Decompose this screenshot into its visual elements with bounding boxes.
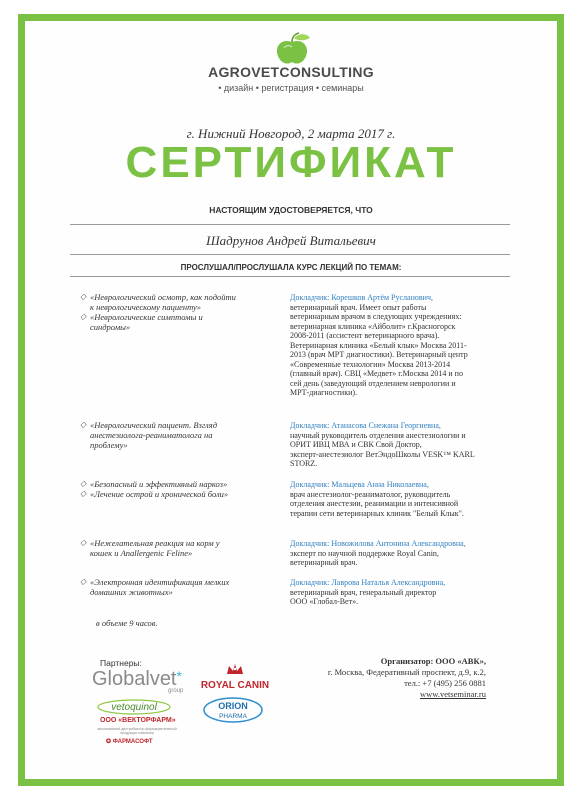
topic-line: проблему» — [90, 440, 128, 450]
orion-pharma-logo — [202, 696, 264, 724]
topic-line: «Электронная идентификация мелких — [90, 577, 230, 587]
speaker-info-line: отделения анестезии, реанимации и интенсивной — [290, 499, 459, 508]
lecture-speaker — [290, 421, 490, 469]
speaker-info-line: 2008-2011 (ассистент ветеринарного врача). — [290, 331, 440, 340]
diamond-bullet-icon: ◇ — [80, 479, 87, 488]
speaker-info-line: ветеринарный врач, генеральный директор — [290, 587, 437, 597]
farmasoft-icon: ✪ — [106, 739, 113, 745]
vektorfarm-subtitle: эксклюзивный дистрибьютор фармацевтической продукции компании — [97, 727, 177, 735]
speaker-info-line: «Современные технологии» Москва 2013-2014 — [290, 359, 451, 369]
topic-line: домашних животных» — [90, 587, 173, 597]
lecture-speaker — [290, 539, 490, 568]
diamond-bullet-icon: ◇ — [80, 312, 87, 321]
speaker-info-line: МРТ-диагностики). — [290, 388, 358, 397]
divider — [70, 224, 510, 225]
speaker-info-line: STORZ. — [290, 459, 318, 468]
brand-tagline: • дизайн • регистрация • семинары — [218, 83, 364, 93]
speaker-info-line: (главный врач). СВЦ «Медвет» г.Москва 2014 и по — [290, 369, 463, 378]
certify-text: НАСТОЯЩИМ УДОСТОВЕРЯЕТСЯ, ЧТО — [209, 205, 373, 215]
speaker-info-line: ветеринарная клиника «Айболит» г.Красногорск — [290, 321, 456, 331]
divider — [70, 254, 510, 255]
speaker-info-line: 2013 (врач МРТ диагностики). Ветеринарный центр — [290, 350, 468, 359]
organizer-block — [290, 656, 486, 700]
organizer-title: Организатор: ООО «АВК», — [380, 656, 486, 666]
speaker-info-line: Ветеринарная клиника «Белый клык» Москва 2011- — [290, 340, 467, 350]
participant-name: Шадрунов Андрей Витальевич — [206, 233, 376, 248]
lecture-speaker — [290, 480, 490, 518]
brand-name: AGROVETCONSULTING — [208, 64, 374, 80]
globalvet-logo: Globalvet* — [92, 668, 182, 690]
partners-label: Партнеры: — [100, 658, 142, 668]
speaker-info-line: ООО «Глобал-Вет». — [290, 597, 359, 606]
diamond-bullet-icon: ◇ — [80, 577, 87, 586]
diamond-bullet-icon: ◇ — [80, 420, 87, 429]
apple-leaf-logo-icon — [270, 32, 314, 68]
organizer-address: г. Москва, Федеративный проспект, д.9, к.2, — [327, 667, 486, 677]
topic-line: кошек и Anallergenic Feline» — [90, 548, 193, 558]
course-volume: в объеме 9 часов. — [96, 618, 158, 628]
lecture-topics — [80, 577, 260, 597]
speaker-info-line: эксперт-анестезиолог ВетЭндоШколы VESK™ KARL — [290, 449, 475, 459]
topic-line: «Неврологический пациент. Взгляд — [90, 420, 218, 430]
svg-text:ROYAL CANIN: ROYAL CANIN — [200, 680, 270, 691]
topic-line: «Безопасный и эффективный наркоз» — [90, 479, 228, 489]
lecture-topics — [80, 292, 260, 332]
topic-line: синдромы» — [90, 322, 131, 332]
certificate-title: СЕРТИФИКАТ — [125, 138, 457, 187]
topic-line: анестезиолога-реаниматолога на — [90, 430, 213, 440]
svg-text:vetoquinol: vetoquinol — [111, 702, 157, 713]
divider — [70, 276, 510, 277]
organizer-website[interactable]: www.vetseminar.ru — [419, 689, 486, 699]
organizer-phone: тел.: +7 (495) 256 0881 — [404, 678, 486, 688]
topic-line: «Неврологические симптомы и — [90, 312, 203, 322]
farmasoft-logo: ✪ ФАРМАСОФТ — [106, 739, 153, 745]
speaker-info-line: ветеринарный врач. Имеет опыт работы — [290, 302, 427, 312]
topic-line: «Лечение острой и хронической боли» — [90, 489, 229, 499]
svg-text:ORION: ORION — [218, 701, 248, 711]
speaker-name: Докладчик: Мальцева Анна Николаевна, — [290, 480, 429, 489]
speaker-name: Докладчик: Корешков Артём Русланович, — [290, 293, 433, 302]
topic-line: «Неврологический осмотр, как подойти — [90, 292, 236, 302]
diamond-bullet-icon: ◇ — [80, 292, 87, 301]
attended-text: ПРОСЛУШАЛ/ПРОСЛУШАЛА КУРС ЛЕКЦИЙ ПО ТЕМАМ: — [180, 263, 402, 272]
speaker-info-line: терапии сети ветеринарных клиник "Белый Клык". — [290, 508, 464, 518]
topic-line: к неврологическому пациенту» — [90, 302, 202, 312]
royal-canin-logo — [200, 662, 270, 692]
diamond-bullet-icon: ◇ — [80, 489, 87, 498]
diamond-bullet-icon: ◇ — [80, 538, 87, 547]
speaker-info-line: научный руководитель отделения анестезиологии и — [290, 430, 466, 440]
speaker-name: Докладчик: Лаврова Наталья Александровна, — [290, 578, 446, 587]
speaker-info-line: ветеринарным врачом в следующих учреждениях: — [290, 312, 462, 321]
lecture-speaker — [290, 293, 490, 398]
speaker-info-line: эксперт по научной поддержке Royal Canin, — [290, 548, 439, 558]
lecture-topics — [80, 538, 260, 558]
vektorfarm-logo: ООО «ВЕКТОРФАРМ» — [100, 717, 176, 724]
speaker-info-line: сей день (заведующий отделением неврологии и — [290, 378, 456, 388]
speaker-info-line: ОРИТ ИВЦ МВА и СВК Свой Доктор, — [290, 440, 422, 449]
speaker-info-line: врач анестезиолог-реаниматолог, руководитель — [290, 489, 451, 499]
lecture-speaker — [290, 578, 490, 607]
svg-text:PHARMA: PHARMA — [219, 713, 247, 720]
speaker-info-line: ветеринарный врач. — [290, 558, 358, 567]
speaker-name: Докладчик: Атанасова Снежана Георгиевна, — [290, 421, 441, 430]
lecture-topics — [80, 420, 260, 450]
speaker-name: Докладчик: Новожилова Антонина Александровна, — [290, 539, 466, 548]
vetoquinol-logo — [96, 697, 172, 715]
lecture-topics — [80, 479, 260, 499]
topic-line: «Нежелательная реакция на корм у — [90, 538, 220, 548]
globalvet-group-text: group — [168, 688, 184, 694]
place-date: г. Нижний Новгород, 2 марта 2017 г. — [186, 126, 396, 141]
